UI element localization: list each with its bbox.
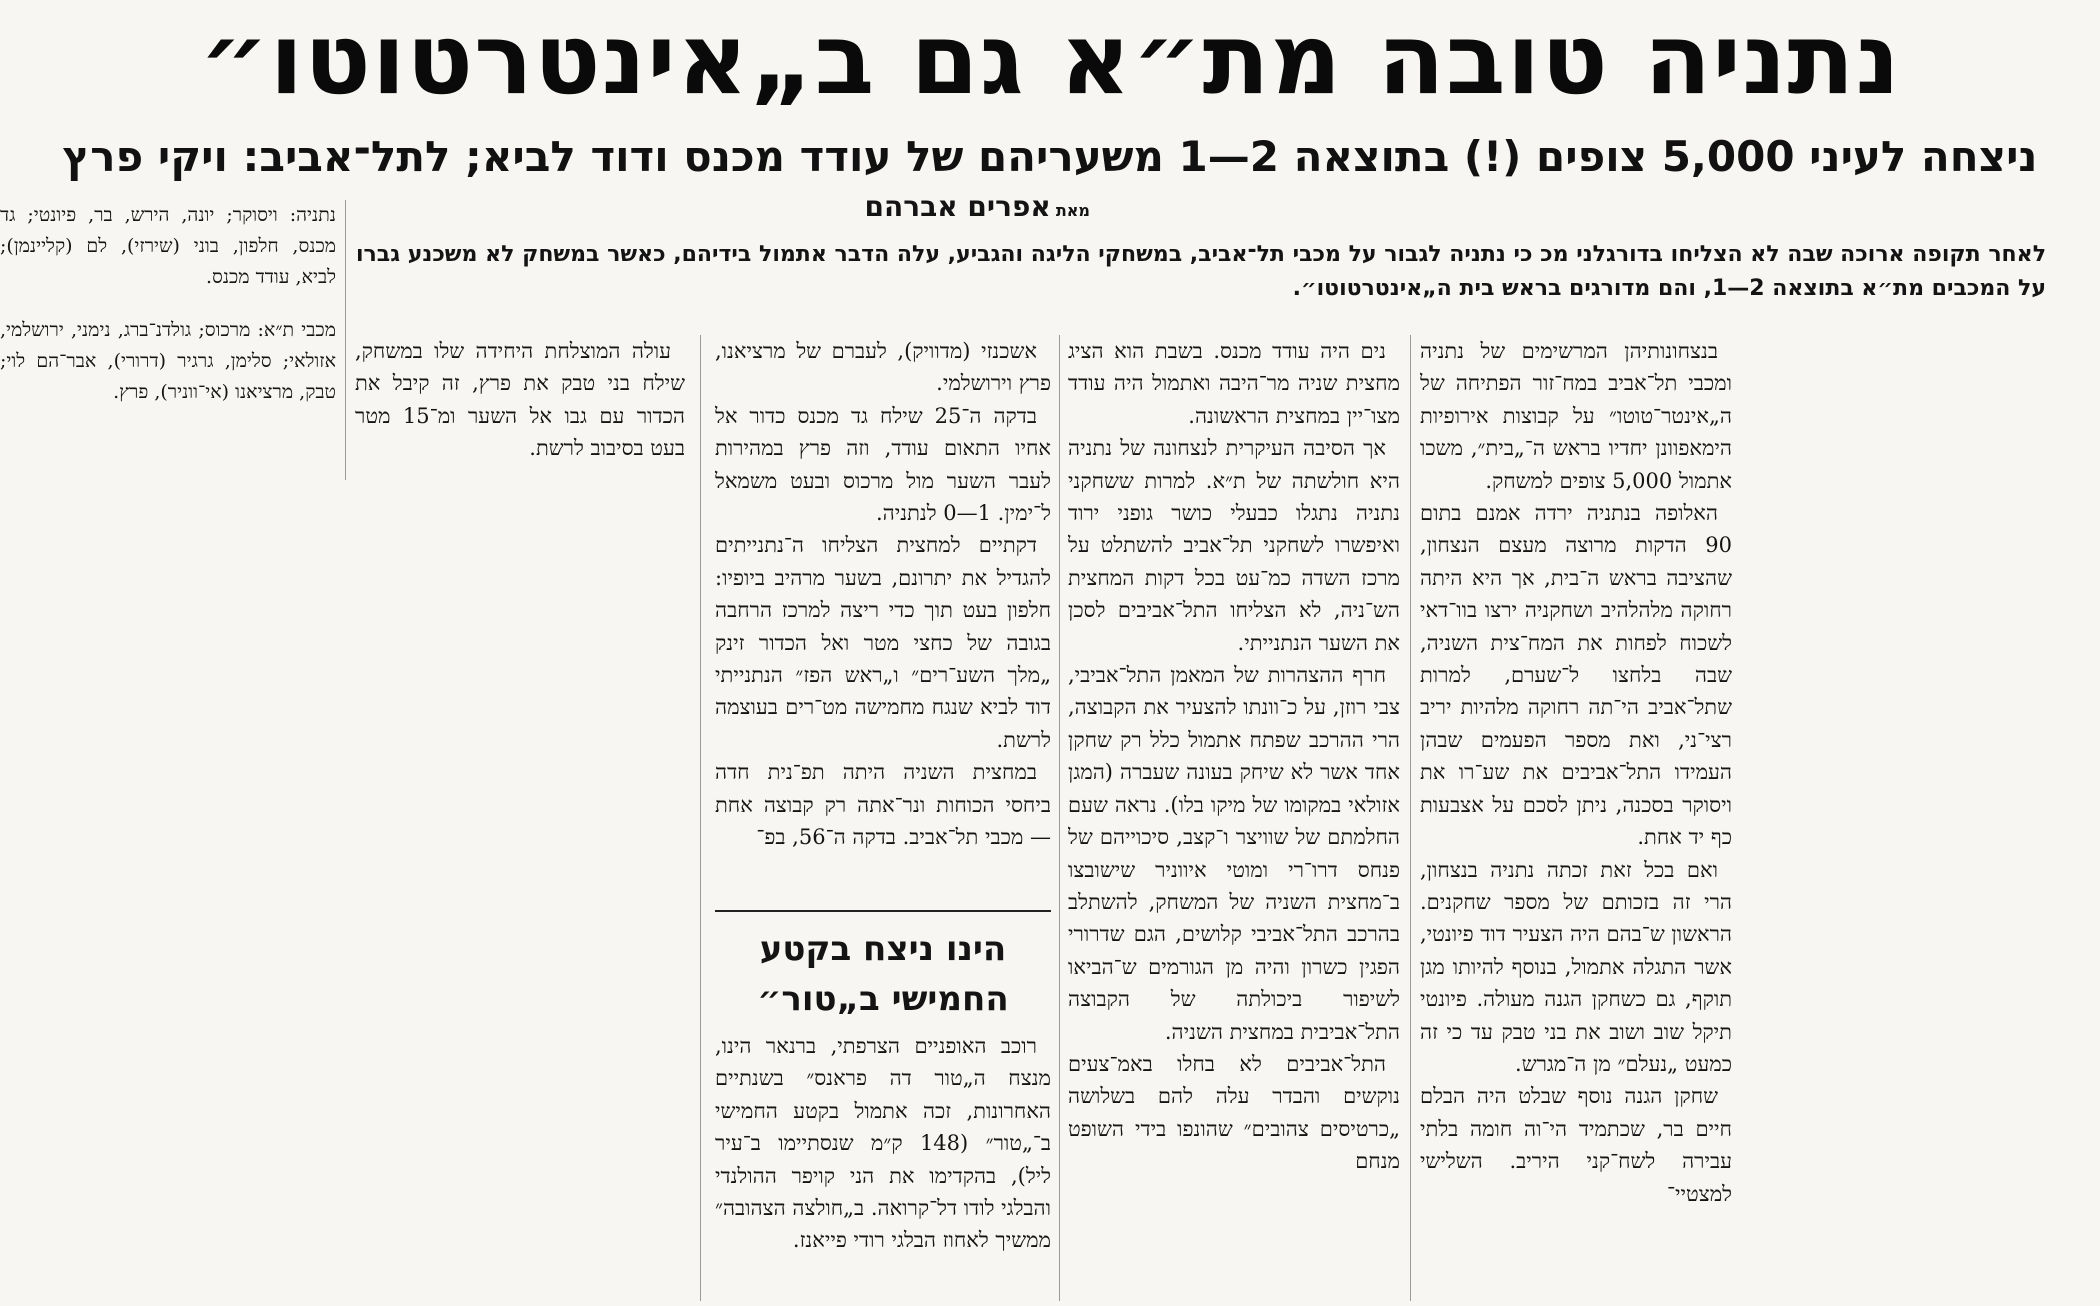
headline: נתניה טובה מת״א גם ב„אינטרטוטו״	[199, 3, 1901, 117]
paragraph: התל־אביבים לא בחלו באמ־צעים נוקשים והבדר עלה להם בשלושה „כרטיסים צהובים״ שהונפו בידי השופט מנחם	[1068, 1051, 1400, 1174]
article-column-3	[715, 335, 1051, 905]
lineup-netanya: נתניה: ויסוקר; יונה, הירש, בר, פיונטי; גד מכנס, חלפון, בוני (שירזי), לם (קליינמן); לביא, עודד מכנס.	[0, 204, 336, 288]
paragraph: נים היה עודד מכנס. בשבת הוא הציג מחצית שניה מר־היבה ואתמול היה עודד מצו־יין במחצית הראשונה.	[1068, 339, 1400, 428]
paragraph: רוכב האופניים הצרפתי, ברנאר הינו, מנצח ה„טור דה פראנס״ בשנתיים האחרונות, זכה אתמול בקטע החמישי ב־„טור״ (148 ק״מ שנסתיימו ב־עיר ליל), בהקדימו את הני קויפר ההולנדי והבלגי לודו דל־קרואה. ב„חולצה הצהובה״ ממשיך לאחוז הבלגי רודי פייאנז.	[715, 1034, 1051, 1253]
article-column-4	[355, 335, 685, 475]
subheadline: ניצחה לעיני 5,000 צופים (!) בתוצאה 2—1 משעריהם של עודד מכנס ודוד לביא; לתל־אביב: ויקי פרץ	[62, 132, 2038, 181]
paragraph: עולה המוצלחת היחידה שלו במשחק, שילח בני טבק את פרץ, זה קיבל את הכדור עם גבו אל השער ומ־15 מטר בעט בסיבוב לרשת.	[355, 339, 685, 461]
paragraph: ואם בכל זאת זכתה נתניה בנצחון, הרי זה בזכותם של מספר שחקנים. הראשון ש־בהם היה הצעיר דוד פיונטי, אשר התגלה אתמול, בנוסף להיותו מגן תוקף, גם כשחקן הגנה מעולה. פיונטי תיקל שוב ושוב את בני טבק עד כי זה כמעט „נעלם״ מן ה־מגרש.	[1420, 857, 1732, 1076]
byline-prefix: מאת	[1055, 201, 1090, 220]
paragraph: דקתיים למחצית הצליחו ה־נתנייתים להגדיל את יתרונם, בשער מרהיב ביופיו: חלפון בעט תוך כדי ריצה למרכז הרחבה בגובה של כחצי מטר ואל הכדור זינק „מלך השע־רים״ ו„ראש הפז״ הנתנייתי דוד לביא שנגח מחמישה מט־רים בעוצמה לרשת.	[715, 533, 1051, 752]
paragraph: בדקה ה־25 שילח גד מכנס כדור אל אחיו התאום עודד, וזה פרץ במהירות לעבר השער מול מרכוס ובעט משמאל ל־ימין. 1—0 לנתניה.	[715, 403, 1051, 526]
sidebar-story	[715, 1030, 1051, 1302]
paragraph: חרף ההצהרות של המאמן התל־אביבי, צבי רוזן, על כ־וונתו להצעיר את הקבוצה, הרי ההרכב שפתח אתמול כלל רק שחקן אחד אשר לא שיחק בעונה שעברה (המגן אזולאי במקומו של מיקו בלו). נראה שעם החלמתם של שוויצר ו־קצב, סיכוייהם של פנחס דרו־רי ומוטי איווניר שישובצו ב־מחצית השניה של המשחק, להשתלב בהרכב התל־אביבי קלושים, הגם שדרורי הפגין כשרון והיה מן הגורמים ש־הביאו לשיפור ביכולתה של הקבוצה התל־אביבית במחצית השניה.	[1068, 663, 1400, 1044]
sidebar-headline: הינו ניצח בקטע החמישי ב„טור״	[757, 929, 1009, 1019]
column-divider	[1410, 335, 1411, 1301]
lead-paragraph: לאחר תקופה ארוכה שבה לא הצליחו בדורגלני מכ כי נתניה לגבור על מכבי תל־אביב, במשחקי הליגה והגביע, עלה הדבר אתמול בידיהם, כאשר במשחק לא משכנע גברו על המכבים מת״א בתוצאה 2—1, והם מדורגים בראש בית ה„אינטרטוטו״.	[356, 242, 2046, 301]
paragraph: אך הסיבה העיקרית לנצחונה של נתניה היא חולשתה של ת״א. למרות ששחקני נתניה נתגלו כבעלי כושר גופני ירוד ואיפשרו לשחקני תל־אביב להשתלט על מרכז השדה כמ־עט בכל דקות המחצית הש־ניה, לא הצליחו התל־אביבים לסכן את השער הנתנייתי.	[1068, 436, 1400, 655]
team-lineups	[0, 200, 336, 480]
paragraph: האלופה בנתניה ירדה אמנם בתום 90 הדקות מרוצה מעצם הנצחון, שהציבה בראש ה־בית, אך היא היתה רחוקה מלהלהיב ושחקניה ירצו בוו־דאי לשכוח לפחות את המח־צית השניה, שבה בלחצו ל־שערם, למרות שתל־אביב הי־תה רחוקה מלהיות יריב רצי־ני, ואת מספר הפעמים שבהן העמידו התל־אביבים את שע־רו את ויסוקר בסכנה, ניתן לסכם על אצבעות כף יד אחת.	[1420, 501, 1732, 850]
lineup-maccabi-tel-aviv: מכבי ת״א: מרכוס; גולדנ־ברג, נימני, ירושלמי, אזולאי; סלימן, גרגיר (דרורי), אבר־הם לוי; טבק, מרציאנו (אי־ווניר), פרץ.	[0, 319, 336, 403]
paragraph: במחצית השניה היתה תפ־נית חדה ביחסי הכוחות ונר־אתה רק קבוצה אחת — מכבי תל־אביב. בדקה ה־56, בפ־	[715, 760, 1051, 850]
paragraph: שחקן הגנה נוסף שבלט היה הבלם חיים בר, שכתמיד הי־וה חומה בלתי עבירה לשח־קני היריב. השלישי למצטיי־	[1420, 1084, 1732, 1206]
paragraph: אשכנזי (מדוויק), לעברם של מרציאנו, פרץ וירושלמי.	[715, 339, 1051, 396]
byline	[860, 190, 1090, 230]
byline-author: אפרים אברהם	[864, 190, 1051, 223]
article-column-2	[1068, 335, 1400, 1301]
sidebar-divider	[715, 910, 1051, 912]
article-column-1	[1420, 335, 1732, 1301]
column-divider	[700, 335, 701, 1301]
column-divider	[1059, 335, 1060, 1301]
column-divider	[345, 200, 346, 480]
paragraph: בנצחונותיהן המרשימים של נתניה ומכבי תל־אביב במח־זור הפתיחה של ה„אינטר־טוטו״ על קבוצות אירופיות הימאפוונן יחדיו בראש ה־„בית״, משכו אתמול 5,000 צופים למשחק.	[1420, 339, 1732, 493]
